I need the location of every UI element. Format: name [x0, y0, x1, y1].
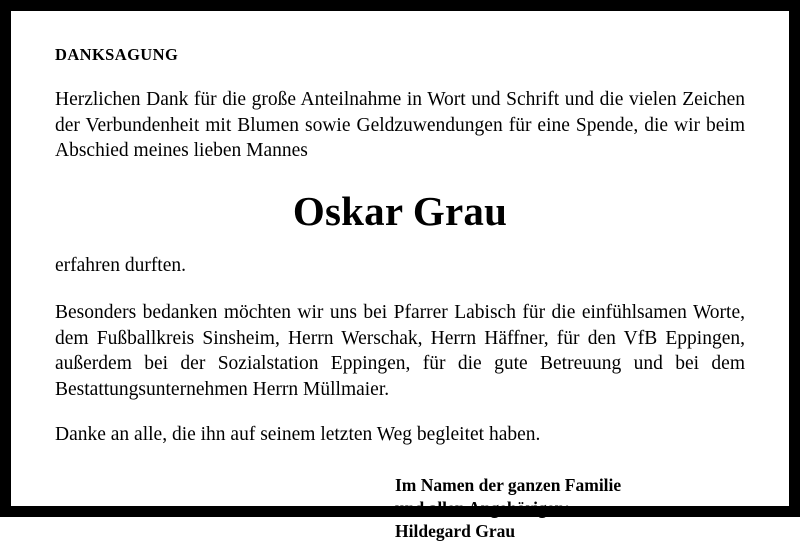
- obituary-content: [55, 45, 745, 541]
- signature-line-3: Hildegard Grau: [395, 520, 516, 541]
- thanks-paragraph: Besonders bedanken möchten wir uns bei Pfarrer Labisch für die einfühlsamen Worte, dem Fußballkreis Sinsheim, Herrn Werschak, Herrn Häffner, für den VfB Eppingen, außerdem bei der Sozialstation Eppingen, für die gute Betreuung und bei dem Bestattungsunternehmen Herrn Müllmaier.: [55, 302, 745, 400]
- intro-paragraph: Herzlichen Dank für die große Anteilnahme in Wort und Schrift und die vielen Zeichen der Verbundenheit mit Blumen sowie Geldzuwendungen für eine Spende, die wir beim Abschied meines lieben Mannes: [55, 89, 745, 161]
- signature-block: [395, 474, 745, 543]
- signature-line-1: Im Namen der ganzen Familie: [395, 474, 622, 495]
- closing-paragraph: Danke an alle, die ihn auf seinem letzten Weg begleitet haben.: [55, 424, 541, 446]
- signature-line-2: und allen Angehörigen:: [395, 497, 571, 518]
- after-name-line: erfahren durften.: [55, 254, 187, 276]
- deceased-name: Oskar Grau: [292, 187, 508, 234]
- notice-heading: DANKSAGUNG: [55, 45, 179, 64]
